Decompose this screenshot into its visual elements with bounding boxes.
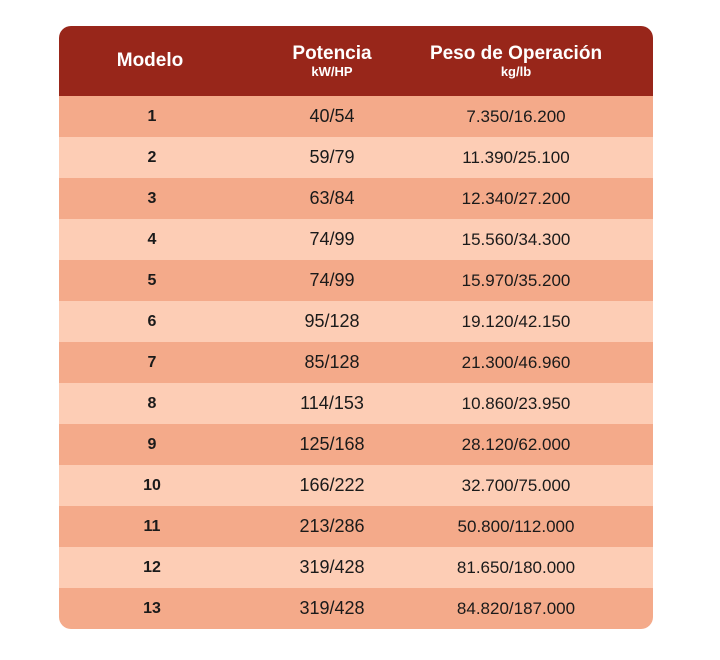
header-weight bbox=[423, 26, 609, 96]
power-cell: 213/286 bbox=[299, 516, 365, 536]
table-header bbox=[59, 26, 653, 96]
power-cell: 114/153 bbox=[300, 393, 364, 413]
table-row bbox=[59, 547, 653, 588]
power-cell: 74/99 bbox=[309, 229, 355, 249]
table-row bbox=[59, 137, 653, 178]
weight-cell: 11.390/25.100 bbox=[462, 147, 570, 167]
model-cell: 7 bbox=[147, 353, 157, 371]
weight-cell: 15.560/34.300 bbox=[461, 229, 571, 249]
weight-cell: 10.860/23.950 bbox=[461, 393, 571, 413]
power-cell: 40/54 bbox=[309, 106, 355, 126]
model-cell: 3 bbox=[147, 189, 157, 207]
weight-cell: 21.300/46.960 bbox=[461, 352, 571, 372]
table-row bbox=[59, 465, 653, 506]
table-row bbox=[59, 301, 653, 342]
table-row bbox=[59, 383, 653, 424]
header-power-label: Potencia bbox=[292, 43, 372, 64]
power-cell: 63/84 bbox=[309, 188, 355, 208]
power-cell: 166/222 bbox=[299, 475, 365, 495]
table-row bbox=[59, 342, 653, 383]
model-cell: 11 bbox=[143, 517, 161, 535]
model-cell: 6 bbox=[147, 312, 157, 330]
table-row bbox=[59, 588, 653, 629]
header-power-unit: kW/HP bbox=[311, 64, 353, 79]
table-row bbox=[59, 178, 653, 219]
weight-cell: 15.970/35.200 bbox=[461, 270, 571, 290]
weight-cell: 19.120/42.150 bbox=[461, 311, 571, 331]
power-cell: 95/128 bbox=[304, 311, 360, 331]
header-power bbox=[241, 26, 423, 96]
weight-cell: 7.350/16.200 bbox=[466, 106, 566, 126]
power-cell: 59/79 bbox=[309, 147, 355, 167]
table-row bbox=[59, 506, 653, 547]
power-cell: 319/428 bbox=[299, 557, 365, 577]
table-row bbox=[59, 424, 653, 465]
weight-cell: 12.340/27.200 bbox=[461, 188, 571, 208]
weight-cell: 32.700/75.000 bbox=[461, 475, 571, 495]
power-cell: 74/99 bbox=[309, 270, 355, 290]
power-cell: 125/168 bbox=[299, 434, 365, 454]
table-row bbox=[59, 96, 653, 137]
model-cell: 10 bbox=[143, 476, 161, 494]
model-cell: 9 bbox=[147, 435, 157, 453]
model-cell: 5 bbox=[147, 271, 157, 289]
power-cell: 85/128 bbox=[304, 352, 360, 372]
model-cell: 13 bbox=[143, 599, 161, 617]
weight-cell: 84.820/187.000 bbox=[456, 598, 576, 618]
header-model-label: Modelo bbox=[116, 50, 184, 71]
weight-cell: 50.800/112.000 bbox=[457, 516, 575, 536]
header-weight-label: Peso de Operación bbox=[429, 43, 603, 64]
specs-table bbox=[59, 26, 653, 629]
table-row bbox=[59, 260, 653, 301]
model-cell: 2 bbox=[147, 148, 157, 166]
weight-cell: 28.120/62.000 bbox=[461, 434, 571, 454]
weight-cell: 81.650/180.000 bbox=[456, 557, 576, 577]
model-cell: 1 bbox=[147, 107, 157, 125]
table-row bbox=[59, 219, 653, 260]
power-cell: 319/428 bbox=[299, 598, 365, 618]
model-cell: 8 bbox=[147, 394, 157, 412]
header-model bbox=[59, 26, 241, 96]
header-weight-unit: kg/lb bbox=[500, 64, 532, 79]
model-cell: 12 bbox=[143, 558, 161, 576]
model-cell: 4 bbox=[147, 230, 157, 248]
